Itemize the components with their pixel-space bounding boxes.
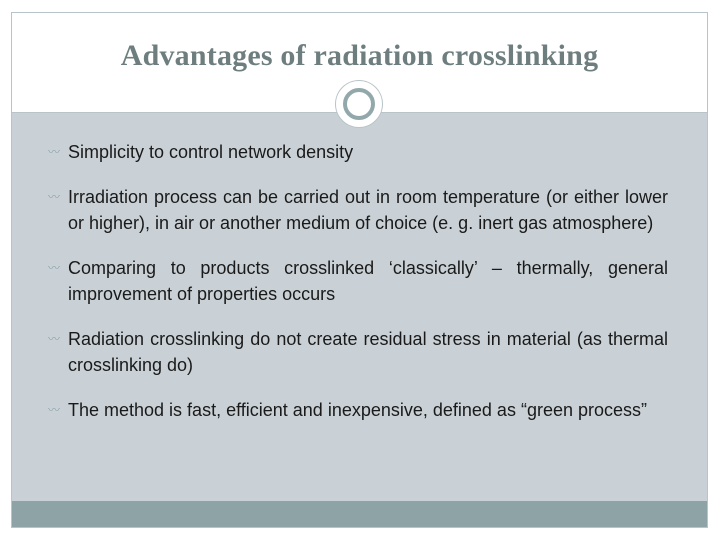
wave-bullet-icon: 〰 <box>48 261 61 275</box>
ornament-ring <box>343 88 375 120</box>
circle-ornament-icon <box>336 81 382 127</box>
bullet-item <box>48 139 668 165</box>
footer-bar <box>12 501 707 527</box>
bullet-list <box>48 139 668 442</box>
bullet-item <box>48 184 668 236</box>
slide-title: Advantages of radiation crosslinking <box>120 39 599 72</box>
slide <box>11 12 708 528</box>
wave-bullet-icon: 〰 <box>48 190 61 204</box>
bullet-item <box>48 326 668 378</box>
wave-bullet-icon: 〰 <box>48 145 61 159</box>
bullet-text: Radiation crosslinking do not create residual stress in material (as thermal crosslinking do) <box>68 329 668 375</box>
wave-bullet-icon: 〰 <box>48 332 61 346</box>
bullet-text: The method is fast, efficient and inexpensive, defined as “green process” <box>68 400 647 420</box>
bullet-text: Irradiation process can be carried out in room temperature (or either lower or higher), in air or another medium of choice (e. g. inert gas atmosphere) <box>68 187 668 233</box>
bullet-text: Simplicity to control network density <box>68 142 354 162</box>
bullet-item <box>48 397 668 423</box>
wave-bullet-icon: 〰 <box>48 403 61 417</box>
bullet-item <box>48 255 668 307</box>
bullet-text: Comparing to products crosslinked ‘classically’ – thermally, general improvement of properties occurs <box>68 258 668 304</box>
